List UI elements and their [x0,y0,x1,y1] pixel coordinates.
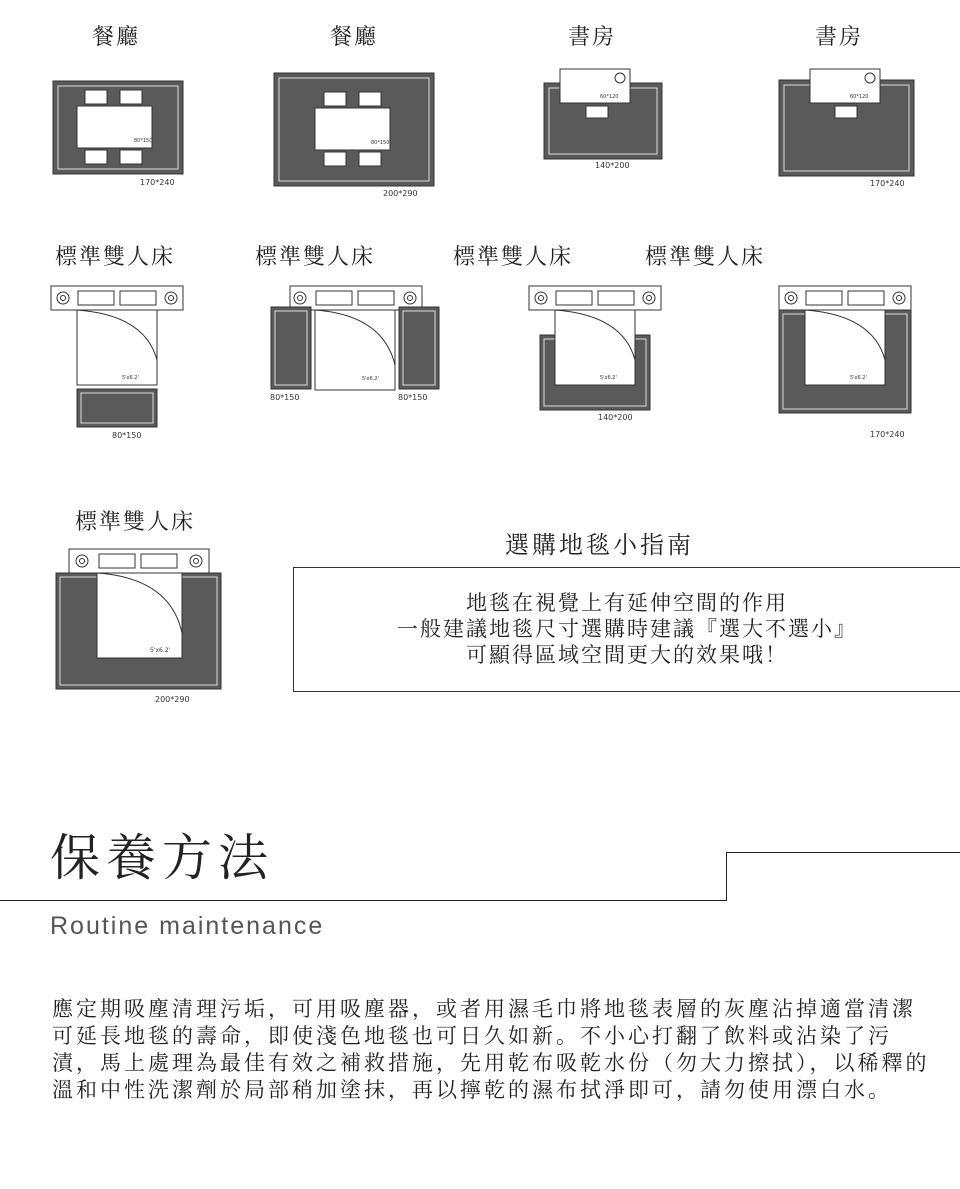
diagram-label-bed-4: 標準雙人床 [645,245,766,270]
rug-size-label: 140*200 [595,161,630,170]
rug-size-label: 140*200 [598,413,633,422]
rug-size-label-right: 80*150 [398,393,428,402]
rug-size-label: 200*290 [383,189,418,198]
maintenance-body: 應定期吸塵清理污垢，可用吸塵器，或者用濕毛巾將地毯表層的灰塵沾掉適當清潔可延長地毯的壽命，即使淺色地毯也可日久如新。不小心打翻了飲料或沾染了污漬，馬上處理為最佳有效之補救措施，先用乾布吸乾水份（勿大力擦拭），以稀釋的溫和中性洗潔劑於局部稍加塗抹，再以擰乾的濕布拭淨即可，請勿使用漂白水。 [52,997,930,1102]
rug-size-label: 170*240 [870,179,905,188]
diagram-label-study-2: 書房 [815,25,864,50]
diagram-label-dining-2: 餐廳 [330,25,379,50]
desk-size-label: 60*120 [600,94,619,100]
bed-size-label: 5'x6.2' [122,375,139,381]
diagram-label-bed-3: 標準雙人床 [453,245,574,270]
guide-line-3: 可顯得區域空間更大的效果哦！ [466,643,788,667]
study-diagram-small [540,68,670,173]
dining-diagram-large [273,72,438,202]
bed-diagram-large-rug [778,285,918,445]
bed-size-label: 5'x6.2' [362,376,379,382]
bed-diagram-xlarge-rug [55,548,225,710]
bed-diagram-side-rugs [270,285,445,410]
rug-size-label: 170*240 [870,430,905,439]
rug-size-label: 200*290 [155,695,190,704]
diagram-label-bed-5: 標準雙人床 [75,510,196,535]
dining-diagram-small [52,80,187,190]
guide-line-2: 一般建議地毯尺寸選購時建議『選大不選小』 [397,617,857,641]
diagram-label-dining-1: 餐廳 [92,25,141,50]
desk-size-label: 60*120 [850,94,869,100]
guide-line-1: 地毯在視覺上有延伸空間的作用 [466,591,788,615]
title-rule-top [726,852,960,853]
table-size-label: 80*150 [371,140,390,146]
title-rule-vertical [726,852,727,901]
bed-size-label: 5'x6.2' [850,375,867,381]
bed-diagram-medium-rug [528,285,668,430]
maintenance-subtitle: Routine maintenance [50,912,325,940]
rug-size-label-left: 80*150 [270,393,300,402]
rug-size-label: 80*150 [112,431,142,440]
rug-size-label: 170*240 [140,178,175,187]
bed-size-label: 5'x6.2' [600,375,617,381]
diagram-label-bed-2: 標準雙人床 [255,245,376,270]
guide-title: 選購地毯小指南 [505,531,694,559]
maintenance-title: 保養方法 [50,829,274,887]
title-rule-bottom [0,900,727,901]
guide-box [293,567,960,692]
study-diagram-large [778,68,918,193]
diagram-label-study-1: 書房 [568,25,617,50]
bed-size-label: 5'x6.2' [150,647,171,654]
bed-diagram-foot-rug [50,285,190,445]
table-size-label: 80*150 [134,138,153,144]
diagram-label-bed-1: 標準雙人床 [55,245,176,270]
